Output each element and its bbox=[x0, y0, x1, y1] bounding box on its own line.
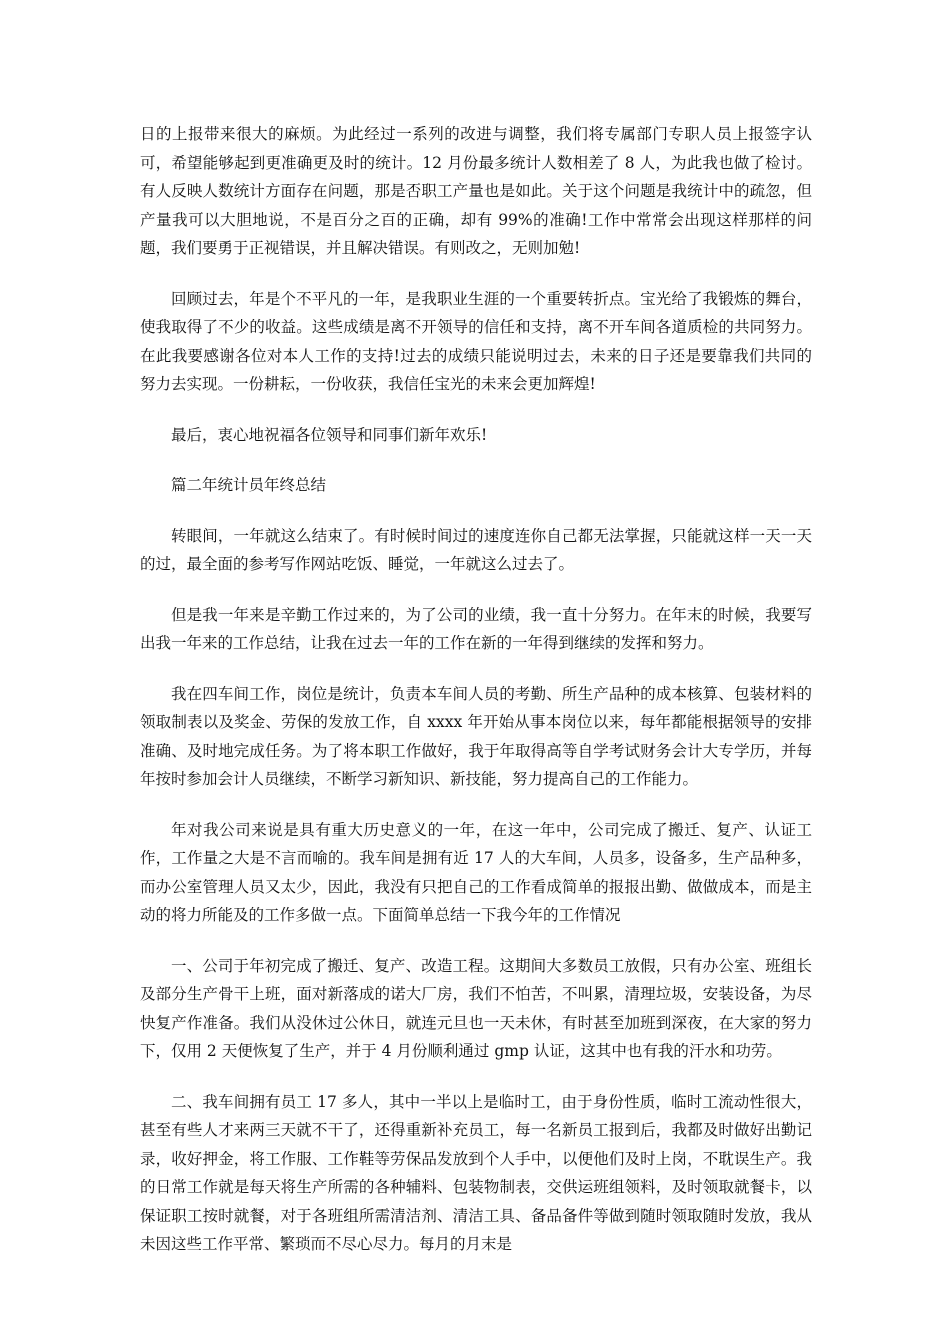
paragraph-job-duties: 我在四车间工作，岗位是统计，负责本车间人员的考勤、所生产品种的成本核算、包装材料的领取制表以及奖金、劳保的发放工作，自 xxxx 年开始从事本岗位以来，每年都能根据领导的安排准确、及时地完成任务。为了将本职工作做好，我于年取得高等自学考试财务会计大专学历，并每年按时参加会计人员继续，不断学习新知识、新技能，努力提高自己的工作能力。 bbox=[140, 684, 812, 788]
paragraph-company-year: 年对我公司来说是具有重大历史意义的一年，在这一年中，公司完成了搬迁、复产、认证工作，工作量之大是不言而喻的。我车间是拥有近 17 人的大车间，人员多，设备多，生产品种多，而办公室管理人员又太少，因此，我没有只把自己的工作看成简单的报报出勤、做做成本，而是主动的将力所能及的工作多做一点。下面简单总结一下我今年的工作情况 bbox=[140, 820, 812, 924]
paragraph-item-two: 二、我车间拥有员工 17 多人，其中一半以上是临时工，由于身份性质，临时工流动性很大，甚至有些人才来两三天就不干了，还得重新补充员工，每一名新员工报到后，我都及时做好出勤记录，收好押金，将工作服、工作鞋等劳保品发放到个人手中，以便他们及时上岗，不耽误生产。我的日常工作就是每天将生产所需的各种辅料、包装物制表，交供运班组领料，及时领取就餐卡，以保证职工按时就餐，对于各班组所需清洁剂、清洁工具、备品备件等做到随时领取随时发放，我从未因这些工作平常、繁琐而不尽心尽力。每月的月末是 bbox=[140, 1092, 812, 1253]
paragraph-review-past: 回顾过去，年是个不平凡的一年，是我职业生涯的一个重要转折点。宝光给了我锻炼的舞台，使我取得了不少的收益。这些成绩是离不开领导的信任和支持，离不开车间各道质检的共同努力。在此我要感谢各位对本人工作的支持!过去的成绩只能说明过去，未来的日子还是要靠我们共同的努力去实现。一份耕耘，一份收获，我信任宝光的未来会更加辉煌! bbox=[140, 289, 812, 393]
paragraph-hard-work: 但是我一年来是辛勤工作过来的，为了公司的业绩，我一直十分努力。在年末的时候，我要写出我一年来的工作总结，让我在过去一年的工作在新的一年得到继续的发挥和努力。 bbox=[140, 605, 812, 652]
document-body bbox=[140, 120, 812, 1281]
section-heading: 篇二年统计员年终总结 bbox=[171, 476, 327, 494]
paragraph-new-year-wishes: 最后，衷心地祝福各位领导和同事们新年欢乐! bbox=[171, 425, 488, 444]
paragraph-year-passed: 转眼间，一年就这么结束了。有时候时间过的速度连你自己都无法掌握，只能就这样一天一天的过，最全面的参考写作网站吃饭、睡觉，一年就这么过去了。 bbox=[140, 526, 812, 573]
paragraph-statistics-errors: 日的上报带来很大的麻烦。为此经过一系列的改进与调整，我们将专属部门专职人员上报签字认可，希望能够起到更准确更及时的统计。12 月份最多统计人数相差了 8 人，为此我也做了检讨。有人反映人数统计方面存在问题，那是否职工产量也是如此。关于这个问题是我统计中的疏忽，但产量我可以大胆地说，不是百分之百的正确，却有 99%的准确!工作中常常会出现这样那样的问题，我们要勇于正视错误，并且解决错误。有则改之，无则加勉! bbox=[140, 125, 812, 257]
paragraph-item-one: 一、公司于年初完成了搬迁、复产、改造工程。这期间大多数员工放假，只有办公室、班组长及部分生产骨干上班，面对新落成的诺大厂房，我们不怕苦，不叫累，清理垃圾，安装设备，为尽快复产作准备。我们从没休过公休日，就连元旦也一天未休，有时甚至加班到深夜，在大家的努力下，仅用 2 天便恢复了生产，并于 4 月份顺利通过 gmp 认证，这其中也有我的汗水和功劳。 bbox=[140, 956, 812, 1060]
